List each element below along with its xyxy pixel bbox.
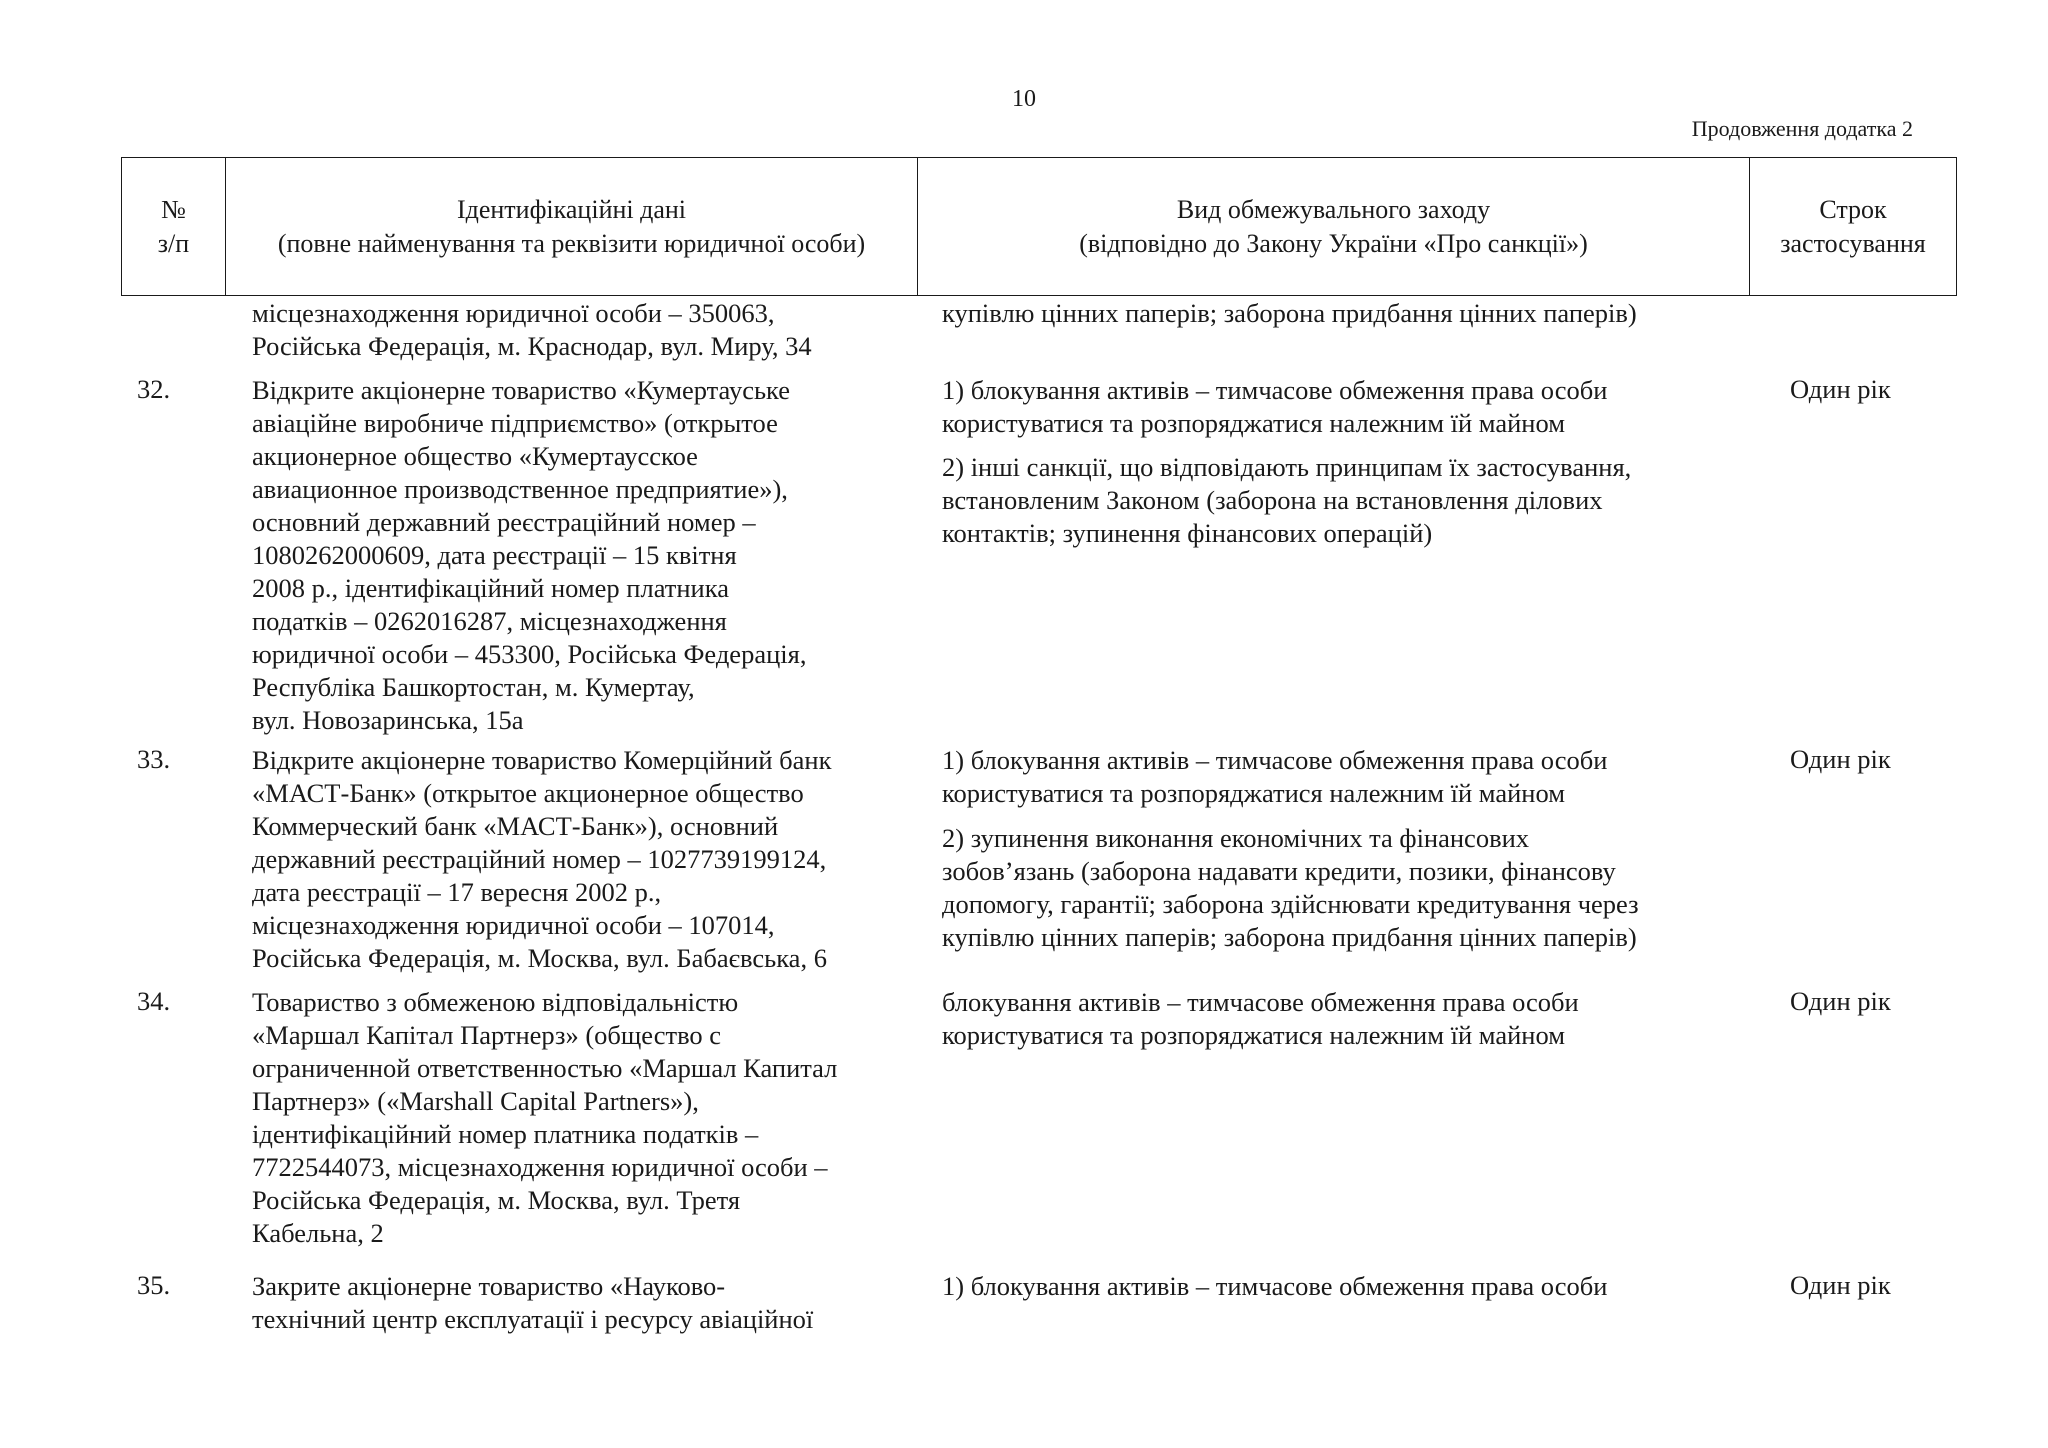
text-line: акционерное общество «Кумертаусское xyxy=(252,441,698,471)
row-measure-1 xyxy=(942,986,1579,1052)
row-term: Один рік xyxy=(1790,374,1891,404)
text-line: податків – 0262016287, місцезнаходження xyxy=(252,606,727,636)
header-term xyxy=(1750,158,1956,295)
header-term-line: Строк xyxy=(1819,194,1887,224)
text-line: купівлю цінних паперів; заборона придбання цінних паперів) xyxy=(942,922,1637,952)
text-line: державний реєстраційний номер – 1027739199124, xyxy=(252,844,827,874)
text-line: Російська Федерація, м. Краснодар, вул. Миру, 34 xyxy=(252,331,812,361)
row-number: 33. xyxy=(137,744,171,774)
header-num-line: № xyxy=(161,194,186,224)
text-line: 1) блокування активів – тимчасове обмеження права особи xyxy=(942,375,1608,405)
text-line: користуватися та розпоряджатися належним їй майном xyxy=(942,408,1565,438)
header-id xyxy=(226,158,918,295)
row-id-data xyxy=(252,986,837,1250)
text-line: юридичної особи – 453300, Російська Федерація, xyxy=(252,639,807,669)
text-line: Закрите акціонерне товариство «Науково- xyxy=(252,1271,726,1301)
text-line: 2) інші санкції, що відповідають принципам їх застосування, xyxy=(942,452,1632,482)
text-line: Республіка Башкортостан, м. Кумертау, xyxy=(252,672,695,702)
text-line: технічний центр експлуатації і ресурсу авіаційної xyxy=(252,1304,814,1334)
text-line: купівлю цінних паперів; заборона придбання цінних паперів) xyxy=(942,298,1637,328)
row-term: Один рік xyxy=(1790,1270,1891,1300)
text-line: блокування активів – тимчасове обмеження права особи xyxy=(942,987,1579,1017)
text-line: Відкрите акціонерне товариство Комерційний банк xyxy=(252,745,832,775)
header-num xyxy=(122,158,226,295)
text-line: авиационное производственное предприятие»), xyxy=(252,474,788,504)
header-measure-line: Вид обмежувального заходу xyxy=(1176,194,1491,224)
header-measure-line: (відповідно до Закону України «Про санкції») xyxy=(1079,228,1588,258)
text-line: основний державний реєстраційний номер – xyxy=(252,507,756,537)
row-term: Один рік xyxy=(1790,744,1891,774)
text-line: вул. Новозаринська, 15а xyxy=(252,705,524,735)
text-line: Коммерческий банк «МАСТ-Банк»), основний xyxy=(252,811,779,841)
text-line: 2) зупинення виконання економічних та фінансових xyxy=(942,823,1530,853)
text-line: 1) блокування активів – тимчасове обмеження права особи xyxy=(942,1271,1608,1301)
header-id-line: (повне найменування та реквізити юридичної особи) xyxy=(277,228,866,258)
text-line: місцезнаходження юридичної особи – 107014, xyxy=(252,910,775,940)
header-term-line: застосування xyxy=(1780,228,1926,258)
text-line: Російська Федерація, м. Москва, вул. Третя xyxy=(252,1185,741,1215)
text-line: місцезнаходження юридичної особи – 350063, xyxy=(252,298,775,328)
text-line: 1) блокування активів – тимчасове обмеження права особи xyxy=(942,745,1608,775)
table-header xyxy=(121,157,1957,296)
text-line: ідентифікаційний номер платника податків – xyxy=(252,1119,759,1149)
text-line: Товариство з обмеженою відповідальністю xyxy=(252,987,739,1017)
row-id-data xyxy=(252,744,831,975)
row-id-data xyxy=(252,374,806,737)
continuation-label: Продовження додатка 2 xyxy=(1691,116,1913,141)
text-line: користуватися та розпоряджатися належним їй майном xyxy=(942,778,1565,808)
text-line: Російська Федерація, м. Москва, вул. Бабаєвська, 6 xyxy=(252,943,827,973)
row-number: 35. xyxy=(137,1270,171,1300)
text-line: контактів; зупинення фінансових операцій) xyxy=(942,518,1433,548)
text-line: «МАСТ-Банк» (открытое акционерное общество xyxy=(252,778,804,808)
text-line: користуватися та розпоряджатися належним їй майном xyxy=(942,1020,1565,1050)
row-number: 32. xyxy=(137,374,171,404)
row-id-data xyxy=(252,1270,813,1336)
carryover-id xyxy=(252,297,812,363)
text-line: дата реєстрації – 17 вересня 2002 р., xyxy=(252,877,662,907)
page-number: 10 xyxy=(1012,86,1036,112)
text-line: зобов’язань (заборона надавати кредити, позики, фінансову xyxy=(942,856,1616,886)
text-line: 2008 р., ідентифікаційний номер платника xyxy=(252,573,729,603)
text-line: 1080262000609, дата реєстрації – 15 квітня xyxy=(252,540,737,570)
header-num-line: з/п xyxy=(157,228,190,258)
text-line: 7722544073, місцезнаходження юридичної особи – xyxy=(252,1152,828,1182)
text-line: допомогу, гарантії; заборона здійснювати кредитування через xyxy=(942,889,1639,919)
text-line: встановленим Законом (заборона на встановлення ділових xyxy=(942,485,1603,515)
text-line: ограниченной ответственностью «Маршал Капитал xyxy=(252,1053,838,1083)
text-line: «Маршал Капітал Партнерз» (общество с xyxy=(252,1020,722,1050)
header-measure xyxy=(918,158,1750,295)
row-number: 34. xyxy=(137,986,171,1016)
row-measure-1 xyxy=(942,744,1607,810)
text-line: Кабельна, 2 xyxy=(252,1218,384,1248)
text-line: Відкрите акціонерне товариство «Кумертауське xyxy=(252,375,791,405)
row-term: Один рік xyxy=(1790,986,1891,1016)
row-measure-2 xyxy=(942,451,1631,550)
row-measure-2 xyxy=(942,822,1639,954)
carryover-measure xyxy=(942,297,1637,330)
row-measure-1 xyxy=(942,374,1607,440)
row-measure-1 xyxy=(942,1270,1607,1303)
text-line: Партнерз» («Marshall Capital Partners»), xyxy=(252,1086,699,1116)
text-line: авіаційне виробниче підприємство» (открытое xyxy=(252,408,778,438)
header-id-line: Ідентифікаційні дані xyxy=(456,194,687,224)
